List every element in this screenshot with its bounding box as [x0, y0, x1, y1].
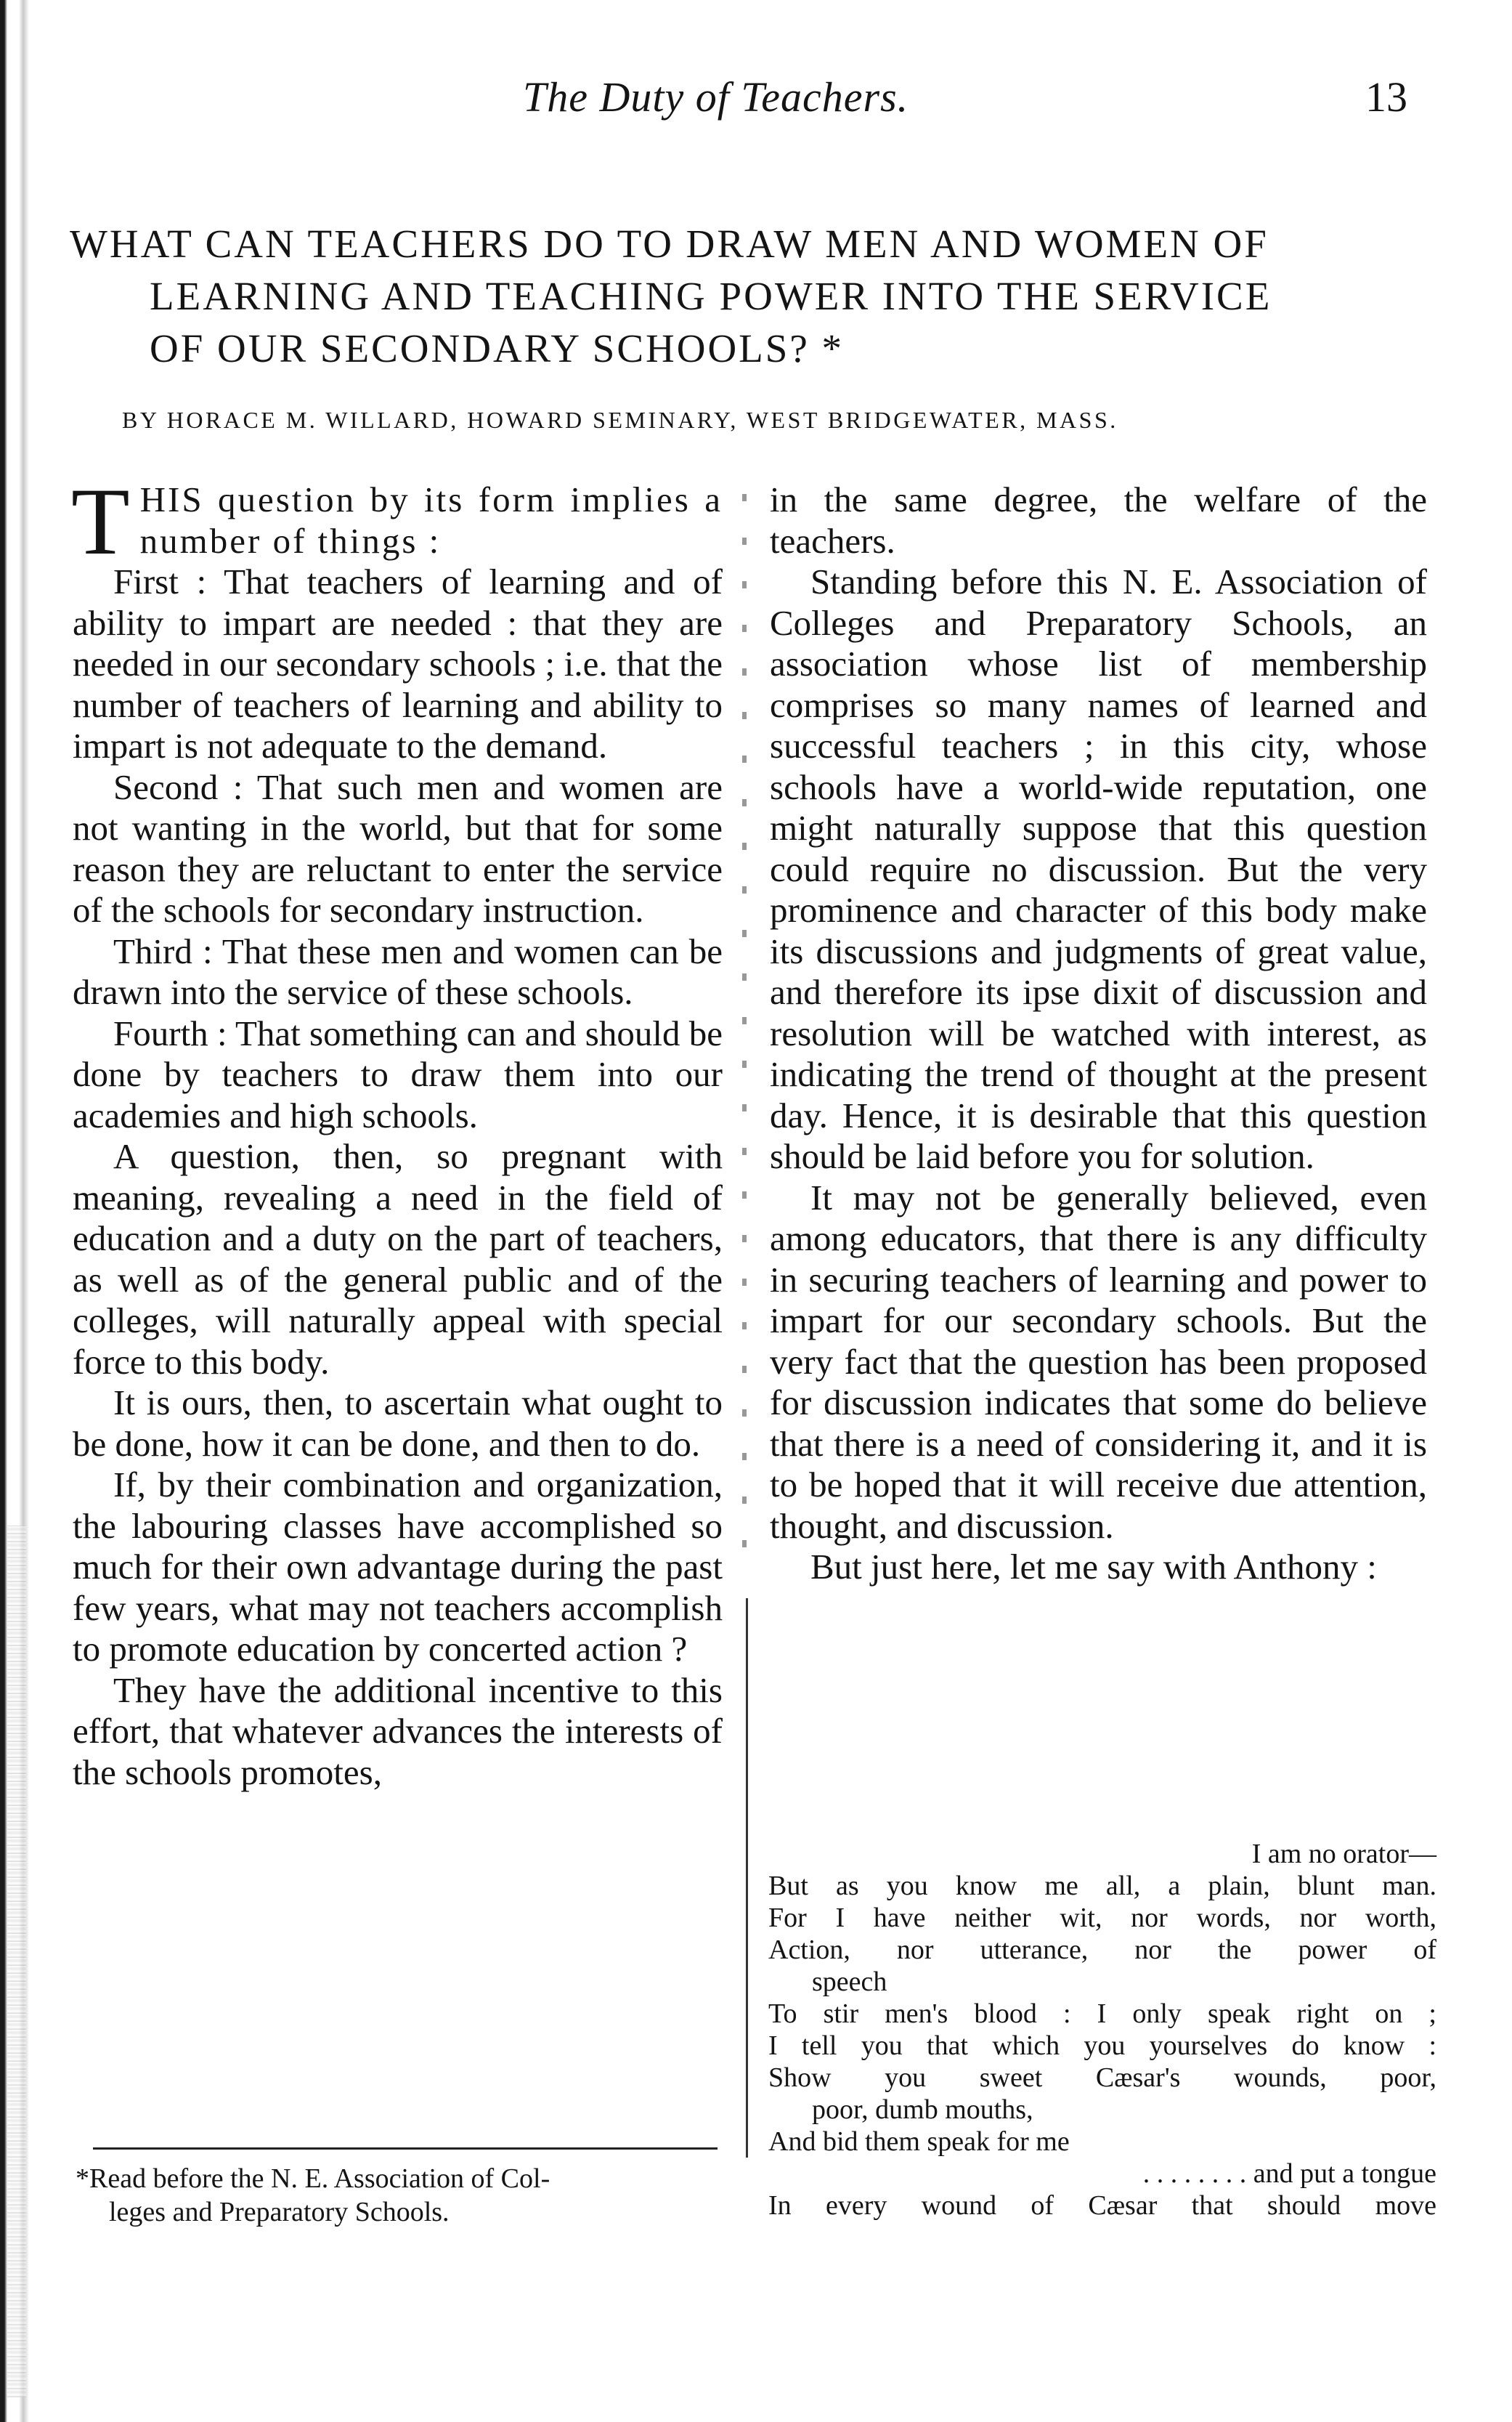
article-title — [70, 218, 1442, 375]
paragraph-ours: It is ours, then, to ascertain what ought to be done, how it can be done, and then to do. — [73, 1382, 723, 1464]
paragraph-third: Third : That these men and women can be drawn into the service of these schools. — [73, 931, 723, 1012]
drop-cap: T — [71, 468, 130, 575]
running-head — [0, 73, 1512, 131]
paragraph-question: A question, then, so pregnant with meaning, revealing a need in the field of education and a duty on the part of teachers, as well as of the general public and of the colleges, will naturally appeal with special force to this body. — [73, 1136, 723, 1382]
quote-line: Show you sweet Cæsar's wounds, poor, — [768, 2062, 1436, 2093]
quote-line: I am no orator— — [1251, 1839, 1436, 1869]
byline: BY HORACE M. WILLARD, HOWARD SEMINARY, WEST BRIDGEWATER, MASS. — [122, 407, 1118, 433]
gutter-marks — [742, 494, 747, 1584]
paragraph-believed: It may not be generally believed, even among educators, that there is any difficulty in securing teachers of learning and power to impart for our secondary schools. But the very fact that the question has been proposed for discussion indicates that some do believe that there is a need of considering it, and it is to be hoped that it will receive due attention, thought, and discussion. — [770, 1177, 1427, 1546]
spine-scan-artifact — [7, 1526, 26, 2397]
quote-line: I tell you that which you yourselves do know : — [768, 2030, 1436, 2061]
paragraph-first: First : That teachers of learning and of ability to impart are needed : that they are needed in our secondary schools ; i.e. that the number of teachers of learning and ability to impart is not adequate to the demand. — [73, 562, 723, 766]
page-number: 13 — [1365, 73, 1407, 121]
quote-line: In every wound of Cæsar that should move — [768, 2190, 1436, 2221]
quote-line: But as you know me all, a plain, blunt man. — [768, 1871, 1436, 1901]
footnote-line-1: *Read before the N. E. Association of Col- — [76, 2163, 550, 2194]
article-title-line-3: OF OUR SECONDARY SCHOOLS? * — [150, 326, 845, 370]
left-column — [71, 468, 723, 1793]
opening-text: HIS question by its form implies a number of things : — [139, 479, 723, 561]
right-column — [770, 479, 1427, 1588]
quote-line: To stir men's blood : I only speak right on ; — [768, 1998, 1436, 2029]
quote-line: For I have neither wit, nor words, nor worth, — [768, 1903, 1436, 1933]
quotation-block — [768, 1838, 1436, 2221]
quote-line: . . . . . . . . and put a tongue — [1142, 2158, 1436, 2189]
continuation-text: in the same degree, the welfare of the teachers. — [770, 479, 1427, 561]
gutter-rule — [746, 1598, 748, 2158]
footnote-rule — [93, 2147, 718, 2150]
footnote-line-2: leges and Preparatory Schools. — [109, 2197, 450, 2227]
paragraph-fourth: Fourth : That something can and should be done by teachers to draw them into our academies and high schools. — [73, 1013, 723, 1135]
running-head-title: The Duty of Teachers. — [523, 73, 909, 121]
quote-line: And bid them speak for me — [768, 2126, 1070, 2157]
article-title-line-2: LEARNING AND TEACHING POWER INTO THE SERVICE — [150, 274, 1272, 318]
opening-paragraph — [71, 468, 723, 575]
quote-line: Action, nor utterance, nor the power of — [768, 1935, 1436, 1965]
paragraph-second: Second : That such men and women are not wanting in the world, but that for some reason they are reluctant to enter the service of the schools for secondary instruction. — [73, 766, 723, 930]
paragraph-anthony: But just here, let me say with Anthony : — [810, 1547, 1377, 1587]
paragraph-incentive: They have the additional incentive to this effort, that whatever advances the interests of the schools promotes, — [73, 1669, 723, 1792]
footnote — [76, 2162, 729, 2229]
article-title-line-1: WHAT CAN TEACHERS DO TO DRAW MEN AND WOMEN OF — [70, 222, 1269, 266]
quote-line: speech — [812, 1967, 887, 1997]
quote-line: poor, dumb mouths, — [812, 2094, 1033, 2125]
paragraph-standing: Standing before this N. E. Association of Colleges and Preparatory Schools, an association whose list of membership comprises so many names of learned and successful teachers ; in this city, whose schools have a world-wide reputation, one might naturally suppose that this question could require no discussion. But the very prominence and character of this body make its discussions and judgments of great value, and therefore its ipse dixit of discussion and resolution will be watched with interest, as indicating the trend of thought at the present day. Hence, it is desirable that this question should be laid before you for solution. — [770, 562, 1427, 1176]
paragraph-combination: If, by their combination and organization, the labouring classes have accomplished so much for their own advantage during the past few years, what may not teachers accomplish to promote education by concerted action ? — [73, 1465, 723, 1669]
